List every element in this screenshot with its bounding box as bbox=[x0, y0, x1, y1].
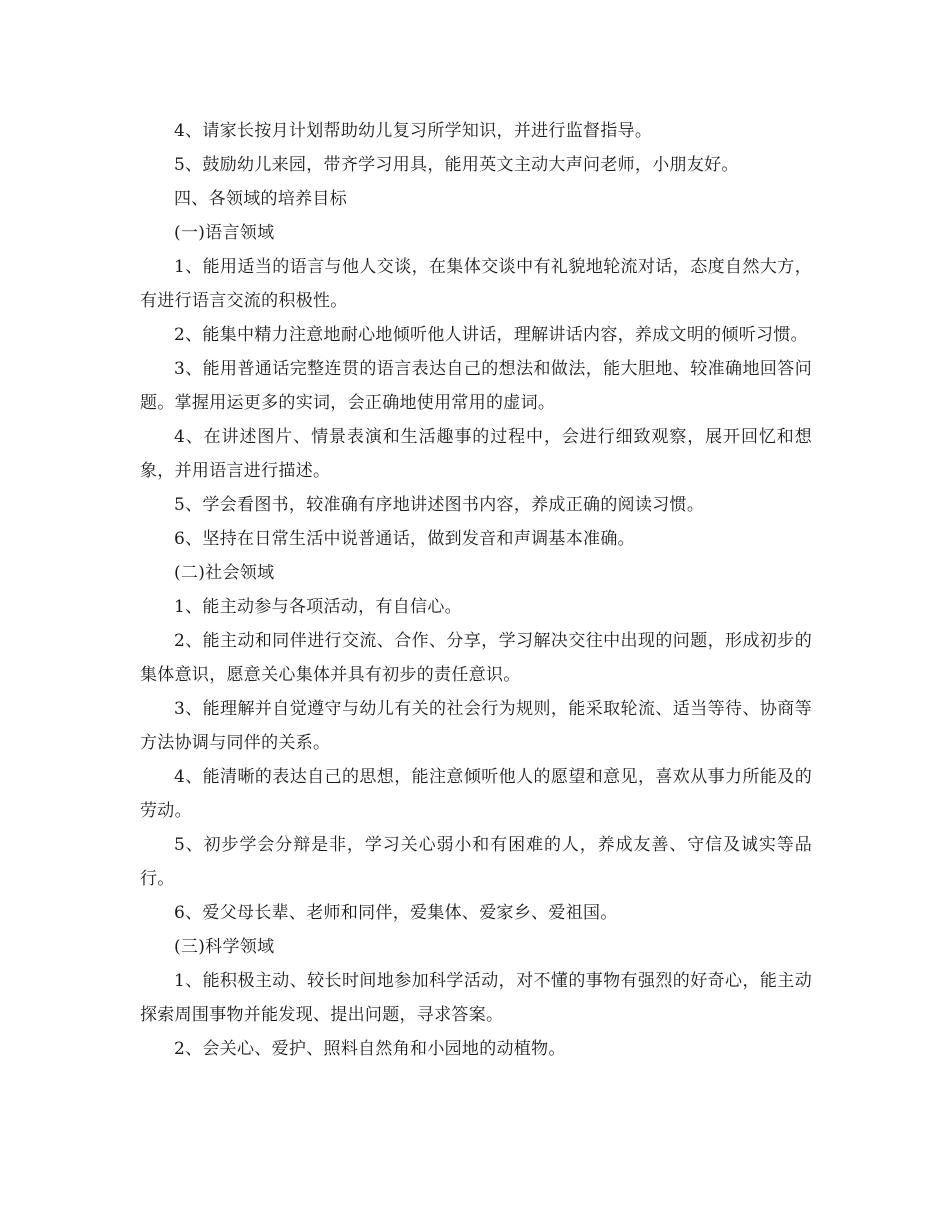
paragraph: 4、能清晰的表达自己的思想，能注意倾听他人的愿望和意见，喜欢从事力所能及的劳动。 bbox=[140, 767, 812, 821]
paragraph: 5、学会看图书，较准确有序地讲述图书内容，养成正确的阅读习惯。 bbox=[174, 495, 705, 515]
paragraph: 2、会关心、爱护、照料自然角和小园地的动植物。 bbox=[174, 1039, 566, 1059]
paragraph: 1、能积极主动、较长时间地参加科学活动，对不懂的事物有强烈的好奇心，能主动探索周围事物并能发现、提出问题，寻求答案。 bbox=[140, 971, 812, 1025]
section-heading: 四、各领域的培养目标 bbox=[174, 189, 347, 209]
document-page bbox=[140, 114, 812, 1066]
paragraph: 6、坚持在日常生活中说普通话，做到发音和声调基本准确。 bbox=[174, 529, 635, 549]
paragraph: 1、能用适当的语言与他人交谈，在集体交谈中有礼貌地轮流对话，态度自然大方，有进行语言交流的积极性。 bbox=[140, 257, 812, 311]
paragraph: 1、能主动参与各项活动，有自信心。 bbox=[174, 597, 462, 617]
paragraph: 5、初步学会分辩是非，学习关心弱小和有困难的人，养成友善、守信及诚实等品行。 bbox=[140, 835, 812, 889]
subsection-heading: (三)科学领域 bbox=[174, 937, 275, 957]
subsection-heading: (一)语言领域 bbox=[174, 223, 275, 243]
paragraph: 4、在讲述图片、情景表演和生活趣事的过程中，会进行细致观察，展开回忆和想象，并用语言进行描述。 bbox=[140, 427, 812, 481]
paragraph: 2、能主动和同伴进行交流、合作、分享，学习解决交往中出现的问题，形成初步的集体意识，愿意关心集体并具有初步的责任意识。 bbox=[140, 631, 812, 685]
paragraph: 5、鼓励幼儿来园，带齐学习用具，能用英文主动大声问老师，小朋友好。 bbox=[174, 155, 739, 175]
subsection-heading: (二)社会领域 bbox=[174, 563, 275, 583]
paragraph: 3、能理解并自觉遵守与幼儿有关的社会行为规则，能采取轮流、适当等待、协商等方法协调与同伴的关系。 bbox=[140, 699, 812, 753]
paragraph: 3、能用普通话完整连贯的语言表达自己的想法和做法，能大胆地、较准确地回答问题。掌握用运更多的实词，会正确地使用常用的虚词。 bbox=[140, 359, 812, 413]
paragraph: 2、能集中精力注意地耐心地倾听他人讲话，理解讲话内容，养成文明的倾听习惯。 bbox=[174, 325, 808, 345]
paragraph: 6、爱父母长辈、老师和同伴，爱集体、爱家乡、爱祖国。 bbox=[174, 903, 618, 923]
paragraph: 4、请家长按月计划帮助幼儿复习所学知识，并进行监督指导。 bbox=[174, 121, 653, 141]
